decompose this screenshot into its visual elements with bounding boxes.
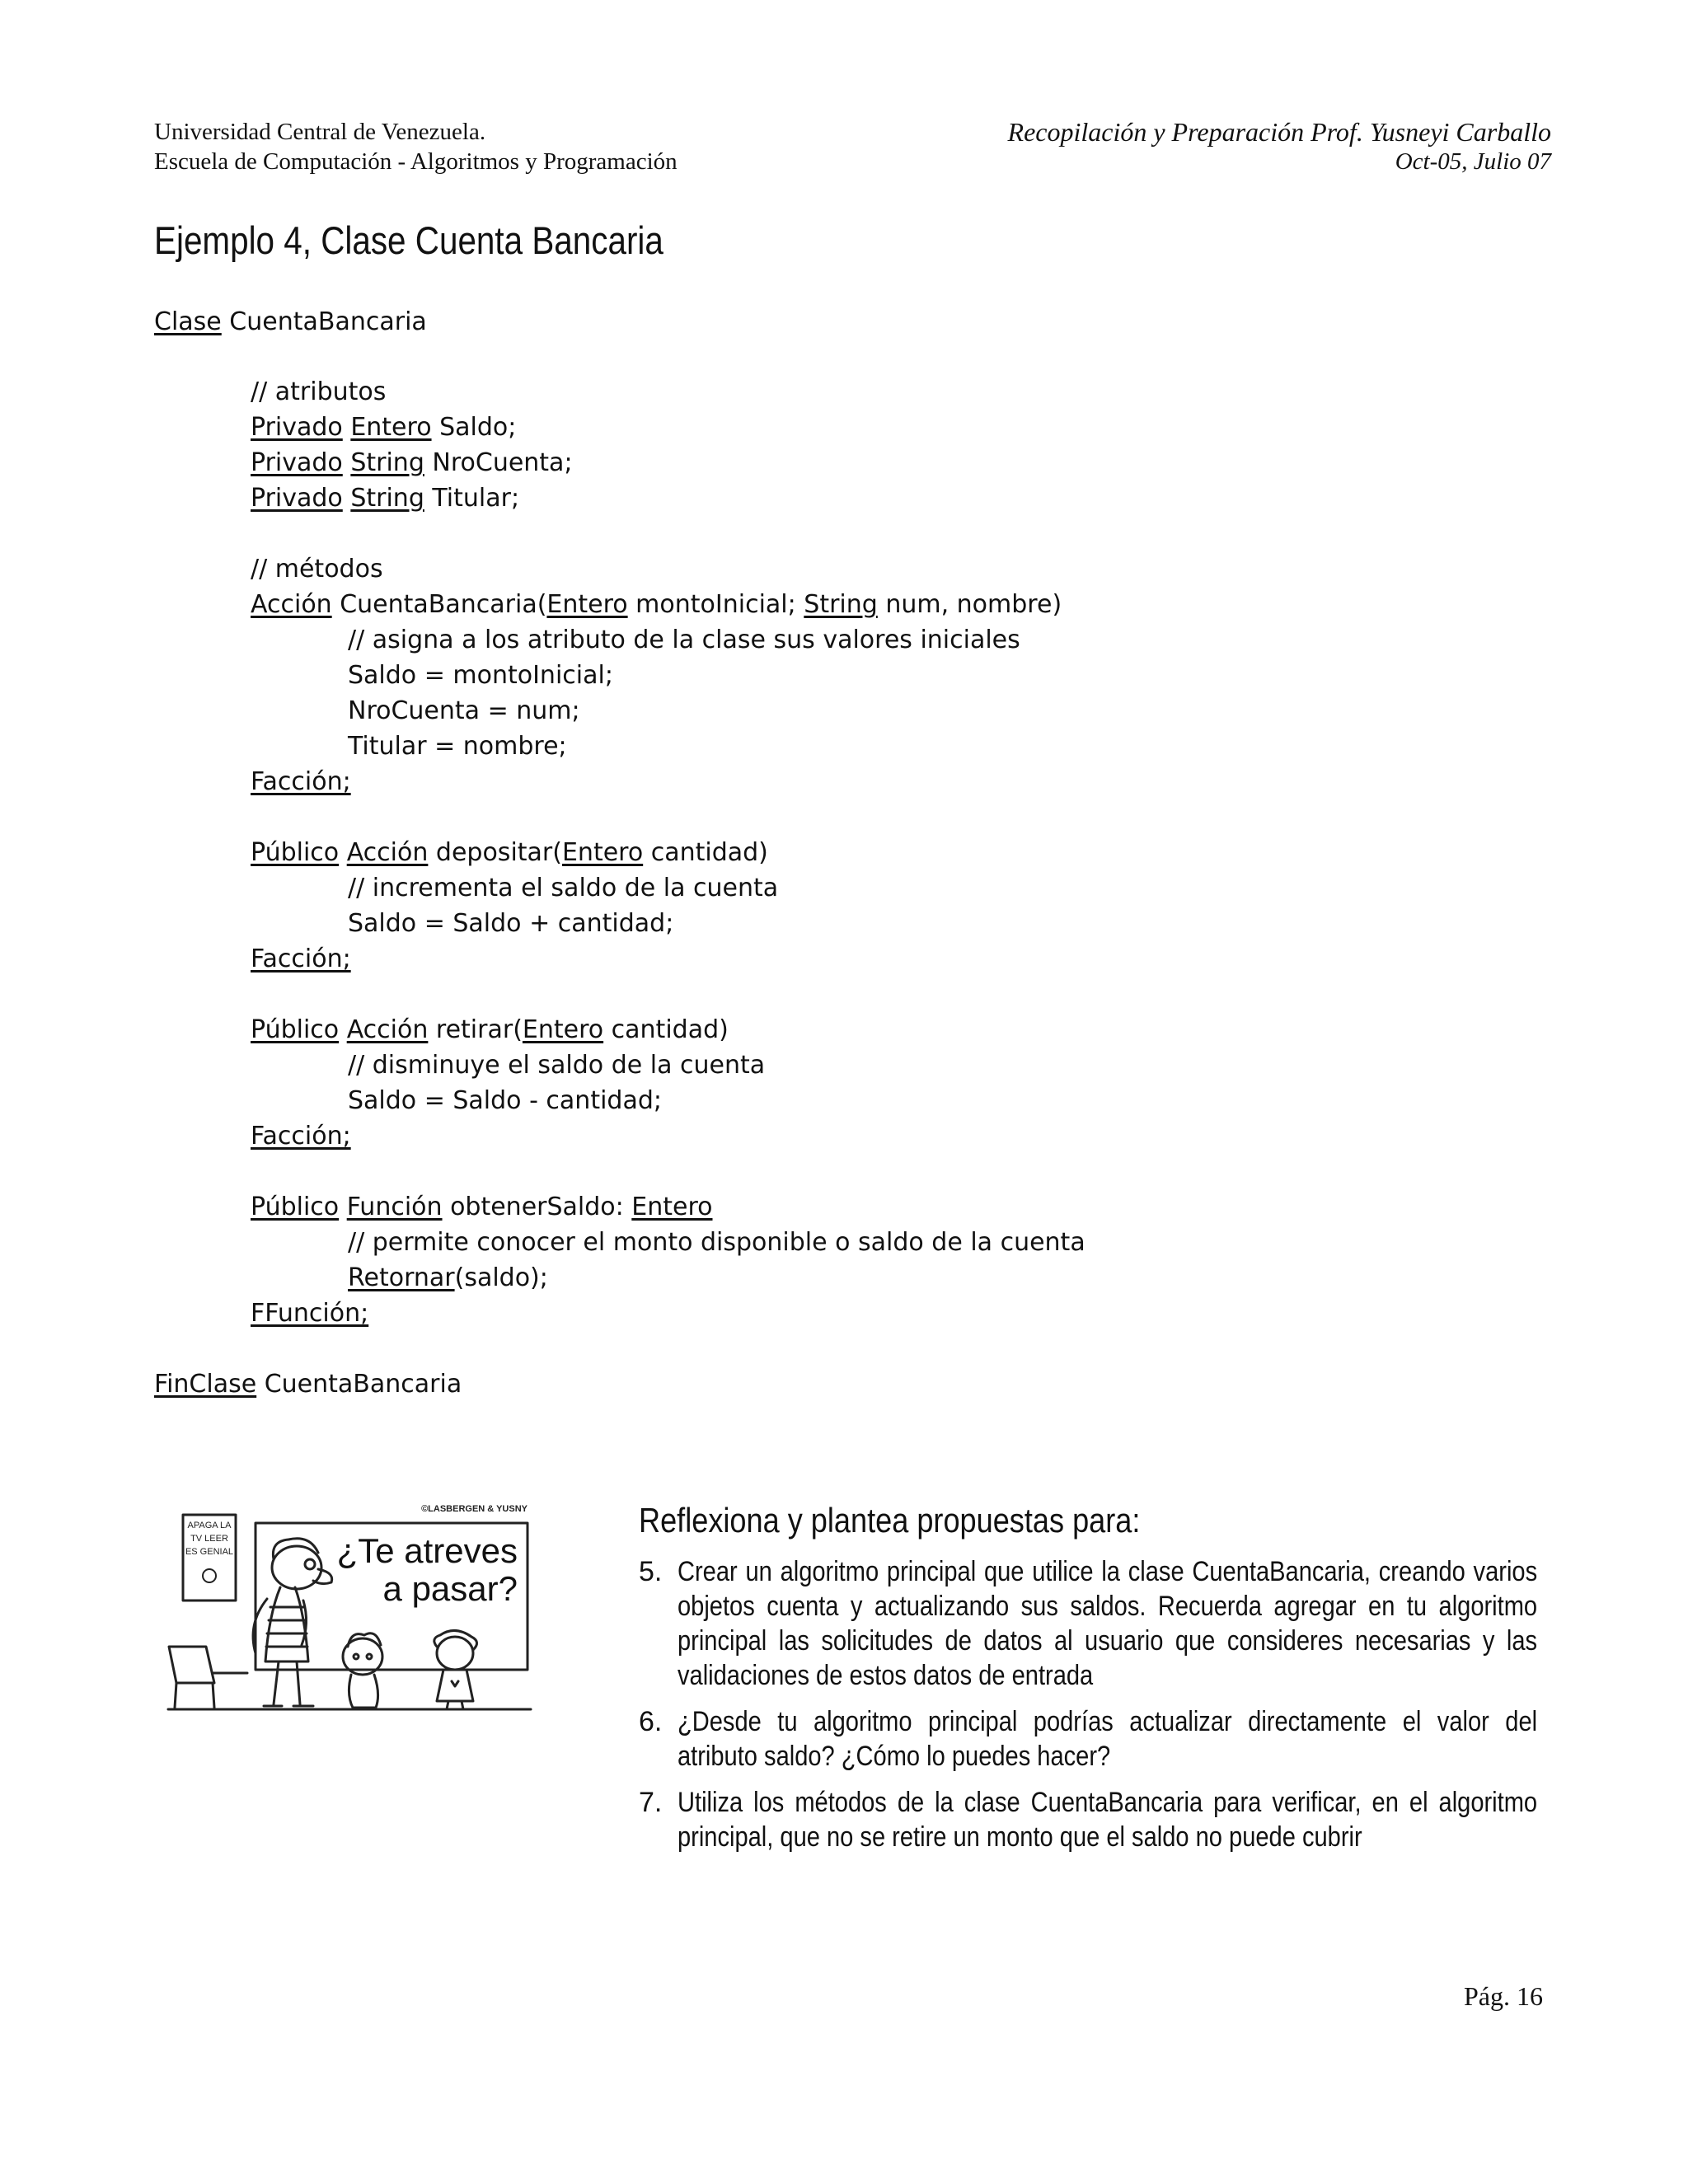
page-number: Pág. 16 — [1464, 1981, 1543, 2011]
code-text: cantidad) — [643, 838, 768, 867]
code-comment: // incrementa el saldo de la cuenta — [348, 874, 779, 902]
keyword: Entero — [561, 838, 644, 867]
list-text: Crear un algoritmo principal que utilice la clase CuentaBancaria, creando varios objetos cuenta y actualizando sus saldos. Recuerda agregar en tu algoritmo principal las solicitudes de datos al usuario que consideres necesarias y las validaciones de estos datos de entrada — [678, 1556, 1538, 1691]
cartoon-illustration — [165, 1500, 536, 1722]
keyword: Clase — [154, 307, 222, 336]
code-text: Saldo; — [431, 413, 517, 442]
keyword: Público — [251, 838, 340, 867]
keyword: String — [804, 590, 878, 619]
keyword: Privado — [251, 484, 343, 513]
code-line — [251, 1013, 729, 1047]
code-line — [251, 481, 519, 516]
code-text: obtenerSaldo: — [442, 1193, 632, 1221]
keyword: Función — [346, 1193, 443, 1221]
code-line: Saldo = montoInicial; — [348, 661, 613, 690]
code-line — [251, 836, 768, 870]
cartoon-credit: ©LASBERGEN & YUSNY — [421, 1504, 528, 1514]
keyword: Privado — [251, 448, 343, 477]
keyword: String — [350, 484, 424, 513]
header-author: Recopilación y Preparación Prof. Yusneyi Carballo — [1007, 117, 1551, 147]
list-number: 6. — [639, 1706, 663, 1737]
header-date: Oct-05, Julio 07 — [1395, 148, 1551, 175]
keyword: String — [350, 448, 424, 477]
keyword: Entero — [350, 413, 432, 442]
keyword: Acción — [251, 590, 332, 619]
keyword: Facción; — [251, 944, 351, 973]
code-line: Titular = nombre; — [348, 732, 567, 761]
code-comment: // disminuye el saldo de la cuenta — [348, 1051, 766, 1080]
code-line: Saldo = Saldo + cantidad; — [348, 909, 674, 938]
list-item — [639, 1554, 1537, 1693]
code-text: CuentaBancaria — [256, 1370, 462, 1399]
code-line-end — [251, 942, 351, 977]
keyword: Entero — [546, 590, 628, 619]
code-text: (saldo); — [454, 1263, 548, 1292]
code-comment: // métodos — [251, 555, 383, 583]
keyword: Entero — [522, 1015, 604, 1044]
keyword: Público — [251, 1015, 340, 1044]
speech-line-1: ¿Te atreves — [336, 1531, 518, 1570]
code-line — [251, 410, 516, 445]
code-line-end — [251, 765, 351, 799]
code-line: NroCuenta = num; — [348, 696, 580, 725]
list-text: ¿Desde tu algoritmo principal podrías actualizar directamente el valor del atributo saldo? ¿Cómo lo puedes hacer? — [678, 1706, 1538, 1772]
code-line-end — [251, 1119, 351, 1154]
sign-line-1: APAGA LA — [187, 1521, 232, 1530]
keyword: Acción — [346, 838, 429, 867]
page-title: Ejemplo 4, Clase Cuenta Bancaria — [154, 218, 663, 262]
code-text: num, nombre) — [877, 590, 1062, 619]
code-line — [251, 446, 573, 480]
code-text: montoInicial; — [627, 590, 804, 619]
code-comment: // atributos — [251, 377, 387, 406]
keyword: Facción; — [251, 767, 351, 796]
code-line — [348, 1261, 548, 1296]
list-number: 5. — [639, 1556, 663, 1587]
code-comment: // asigna a los atributo de la clase sus valores iniciales — [348, 626, 1020, 654]
code-text: CuentaBancaria( — [331, 590, 547, 619]
code-text: retirar( — [428, 1015, 523, 1044]
code-text: cantidad) — [603, 1015, 729, 1044]
list-item — [639, 1785, 1537, 1854]
code-text: CuentaBancaria — [221, 307, 427, 336]
sign-line-3: ES GENIAL — [185, 1547, 234, 1557]
code-line-end — [251, 1296, 368, 1331]
code-line — [251, 1190, 713, 1225]
code-line-class — [154, 305, 427, 340]
header-school: Escuela de Computación - Algoritmos y Programación — [154, 148, 678, 175]
header-right — [1008, 117, 1551, 176]
keyword: Entero — [631, 1193, 713, 1221]
keyword: Retornar — [348, 1263, 455, 1292]
keyword: Acción — [346, 1015, 429, 1044]
list-item — [639, 1704, 1537, 1774]
code-line: Saldo = Saldo - cantidad; — [348, 1086, 662, 1115]
keyword: Facción; — [251, 1122, 351, 1151]
code-text: NroCuenta; — [424, 448, 573, 477]
code-text: depositar( — [428, 838, 562, 867]
code-line — [251, 588, 1062, 622]
keyword: Público — [251, 1193, 340, 1221]
header-university: Universidad Central de Venezuela. — [154, 119, 486, 145]
reflexion-list — [639, 1554, 1537, 1866]
list-text: Utiliza los métodos de la clase CuentaBancaria para verificar, en el algoritmo principal, que no se retire un monto que el saldo no puede cubrir — [678, 1787, 1538, 1853]
code-comment: // permite conocer el monto disponible o saldo de la cuenta — [348, 1228, 1085, 1257]
code-text: Titular; — [424, 484, 520, 513]
code-line-endclass — [154, 1367, 462, 1402]
list-number: 7. — [639, 1787, 663, 1818]
sign-line-2: TV LEER — [190, 1534, 228, 1544]
header-left — [154, 117, 678, 176]
keyword: Privado — [251, 413, 343, 442]
keyword: FinClase — [154, 1370, 257, 1399]
speech-line-2: a pasar? — [382, 1569, 518, 1608]
keyword: FFunción; — [251, 1299, 369, 1328]
reflexion-title: Reflexiona y plantea propuestas para: — [639, 1501, 1141, 1540]
